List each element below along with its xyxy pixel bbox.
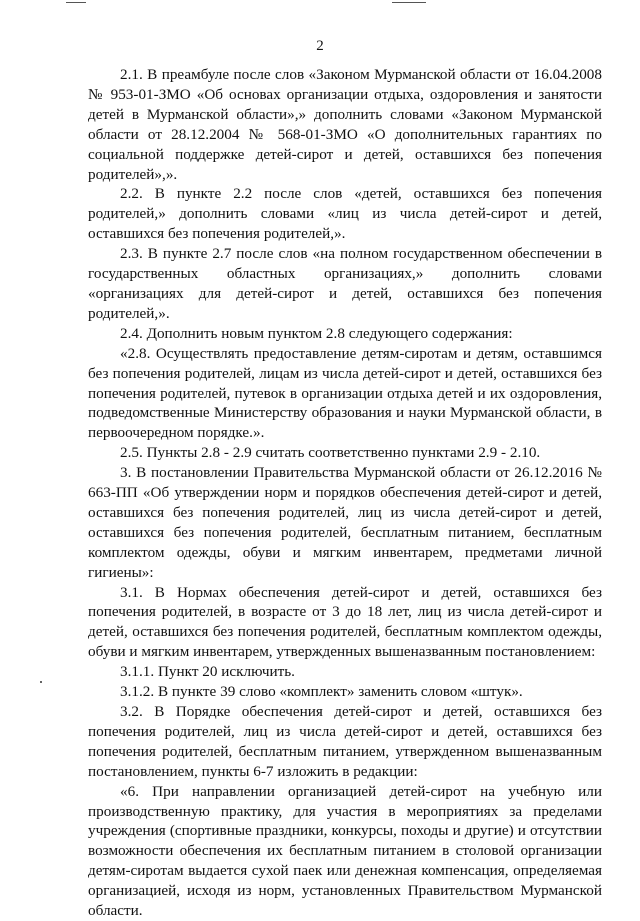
scan-speck xyxy=(40,681,42,683)
paragraph-3-1: 3.1. В Нормах обеспечения детей-сирот и детей, оставшихся без попечения родителей, в возрасте от 3 до 18 лет, лиц из числа детей-сирот и детей, оставшихся без попечения родителей, бесплатным комплектом одежды, обуви и мягким инвентарем, утвержденных вышеназванным постановлением: xyxy=(88,583,602,661)
scan-top-line-right xyxy=(392,2,426,3)
page-number: 2 xyxy=(316,38,324,54)
paragraph-3: 3. В постановлении Правительства Мурманской области от 26.12.2016 № 663-ПП «Об утверждении норм и порядков обеспечения детей-сирот и детей, оставшихся без попечения родителей, лиц из числа детей-сирот и детей, оставшихся без попечения родителей, бесплатным питанием, бесплатным комплектом одежды, обуви и мягким инвентарем, предметами личной гигиены»: xyxy=(88,464,602,581)
paragraph-2-4: 2.4. Дополнить новым пунктом 2.8 следующего содержания: xyxy=(120,324,513,342)
paragraph-2-3: 2.3. В пункте 2.7 после слов «на полном государственном обеспечении в государственных областных организациях,» дополнить словами «организациях для детей-сирот и детей, оставшихся без попечения родителей,». xyxy=(88,245,602,322)
paragraph-2-2: 2.2. В пункте 2.2 после слов «детей, оставшихся без попечения родителей,» дополнить словами «лиц из числа детей-сирот и детей, оставшихся без попечения родителей,». xyxy=(88,185,602,243)
document-body xyxy=(88,65,602,921)
paragraph-6-quote: «6. При направлении организацией детей-сирот на учебную или производственную практику, для участия в мероприятиях за пределами учреждения (спортивные праздники, конкурсы, походы и другие) и отсутствии возможности обеспечения их бесплатным питанием в столовой организации детям-сиротам выдается сухой паек или денежная компенсация, определяемая организацией, исходя из норм, установленных Правительством Мурманской области. xyxy=(88,782,602,920)
paragraph-3-1-2: 3.1.2. В пункте 39 слово «комплект» заменить словом «штук». xyxy=(120,683,523,701)
paragraph-2-1: 2.1. В преамбуле после слов «Законом Мурманской области от 16.04.2008 № 953-01-ЗМО «Об основах организации отдыха, оздоровления и занятости детей в Мурманской области»,» дополнить словами «Законом Мурманской области от 28.12.2004 № 568-01-ЗМО «О дополнительных гарантиях по социальной поддержке детей-сирот и детей, оставшихся без попечения родителей»,». xyxy=(88,66,602,183)
scan-top-line-left xyxy=(66,2,86,3)
paragraph-3-1-1: 3.1.1. Пункт 20 исключить. xyxy=(120,663,295,681)
paragraph-2-8-quote: «2.8. Осуществлять предоставление детям-сиротам и детям, оставшимся без попечения родителей, лицам из числа детей-сирот и детей, оставшихся без попечения родителей, путевок в организации отдыха детей и их оздоровления, подведомственные Министерству образования и науки Мурманской области, в первоочередном порядке.». xyxy=(88,344,602,442)
paragraph-2-5: 2.5. Пункты 2.8 - 2.9 считать соответственно пунктами 2.9 - 2.10. xyxy=(120,444,541,462)
paragraph-3-2: 3.2. В Порядке обеспечения детей-сирот и детей, оставшихся без попечения родителей, лиц из числа детей-сирот и детей, оставшихся без попечения родителей, бесплатным питанием, утвержденном вышеназванным постановлением, пункты 6-7 изложить в редакции: xyxy=(88,703,602,780)
